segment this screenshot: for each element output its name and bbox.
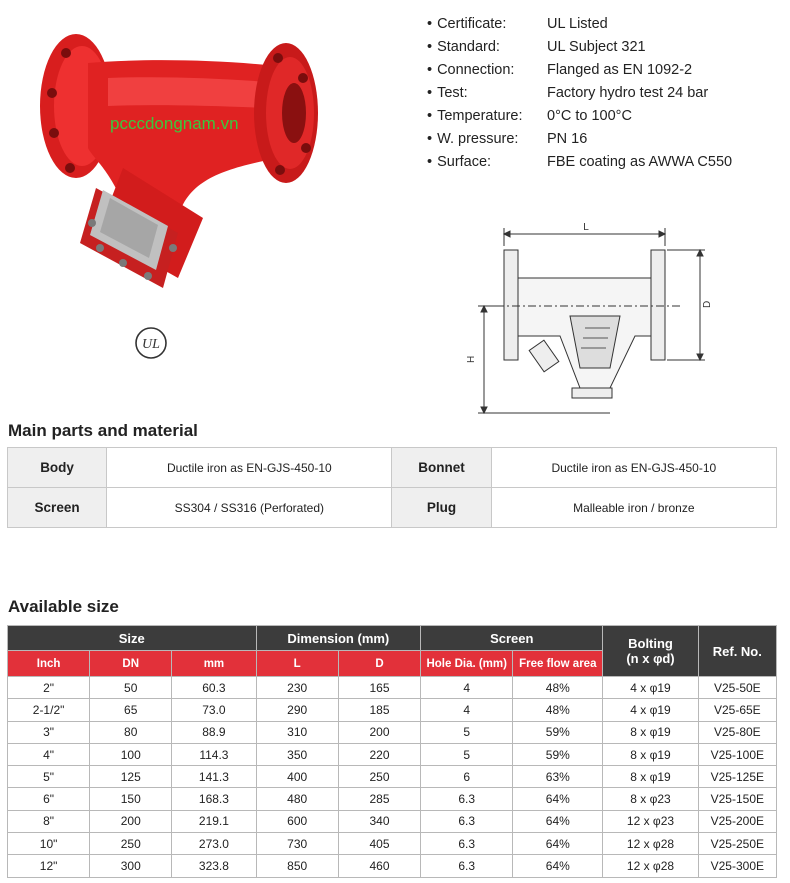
table-cell: 340 [338, 810, 420, 832]
table-cell: 4 x φ19 [603, 677, 698, 699]
table-row [8, 766, 777, 788]
spec-label-text: Standard: [437, 38, 500, 55]
bullet-icon: • [427, 38, 433, 55]
table-cell: 8 x φ19 [603, 743, 698, 765]
sub-header: D [338, 651, 420, 677]
spec-value: 0°C to 100°C [547, 107, 632, 124]
table-cell: 200 [90, 810, 172, 832]
part-name: Bonnet [392, 448, 491, 488]
spec-label-text: Temperature: [437, 107, 523, 124]
product-photo [28, 18, 318, 303]
spec-list [425, 12, 785, 173]
table-cell: V25-250E [698, 833, 776, 855]
table-cell: 200 [338, 721, 420, 743]
table-cell: V25-125E [698, 766, 776, 788]
table-cell: 323.8 [172, 855, 256, 877]
table-cell: 5" [8, 766, 90, 788]
table-cell: 220 [338, 743, 420, 765]
table-cell: 10" [8, 833, 90, 855]
part-material: Ductile iron as EN-GJS-450-10 [491, 448, 776, 488]
header-bolting-sub: (n x φd) [626, 651, 675, 666]
table-cell: 230 [256, 677, 338, 699]
table-row [8, 788, 777, 810]
table-cell: 250 [90, 833, 172, 855]
svg-text:UL: UL [142, 337, 160, 352]
table-cell: 285 [338, 788, 420, 810]
bullet-icon: • [427, 15, 433, 32]
spec-label [425, 108, 547, 124]
spec-value: UL Listed [547, 15, 608, 32]
table-cell: 125 [90, 766, 172, 788]
spec-label-text: W. pressure: [437, 130, 519, 147]
table-cell: 8" [8, 810, 90, 832]
table-cell: 310 [256, 721, 338, 743]
spec-row [425, 127, 785, 150]
table-cell: 730 [256, 833, 338, 855]
dim-label-d: D [702, 300, 713, 308]
spec-label-text: Certificate: [437, 15, 507, 32]
table-cell: 150 [90, 788, 172, 810]
spec-label [425, 131, 547, 147]
spec-label [425, 39, 547, 55]
table-cell: 141.3 [172, 766, 256, 788]
table-cell: 59% [513, 721, 603, 743]
spec-label-text: Surface: [437, 153, 492, 170]
spec-row [425, 58, 785, 81]
table-cell: 48% [513, 677, 603, 699]
table-cell: 64% [513, 788, 603, 810]
parts-section-title: Main parts and material [8, 421, 198, 440]
sub-header: Inch [8, 651, 90, 677]
bullet-icon: • [427, 84, 433, 101]
table-cell: 4 [421, 677, 513, 699]
table-cell: 185 [338, 699, 420, 721]
table-cell: 3" [8, 721, 90, 743]
table-cell: 8 x φ19 [603, 721, 698, 743]
spec-label [425, 85, 547, 101]
table-cell: 350 [256, 743, 338, 765]
table-cell: 2" [8, 677, 90, 699]
part-material: Malleable iron / bronze [491, 488, 776, 528]
table-row [8, 699, 777, 721]
part-name: Plug [392, 488, 491, 528]
dim-label-h: H [466, 355, 477, 363]
table-cell: 64% [513, 810, 603, 832]
part-material: SS304 / SS316 (Perforated) [107, 488, 392, 528]
table-cell: 6.3 [421, 855, 513, 877]
table-cell: 290 [256, 699, 338, 721]
spec-value: FBE coating as AWWA C550 [547, 153, 733, 170]
table-cell: V25-100E [698, 743, 776, 765]
table-cell: 6.3 [421, 810, 513, 832]
table-cell: 6" [8, 788, 90, 810]
table-cell: 64% [513, 833, 603, 855]
spec-label [425, 62, 547, 78]
table-cell: 48% [513, 699, 603, 721]
table-cell: 12 x φ28 [603, 855, 698, 877]
size-table [7, 625, 777, 878]
bullet-icon: • [427, 130, 433, 147]
table-cell: 12 x φ28 [603, 833, 698, 855]
table-cell: 8 x φ19 [603, 766, 698, 788]
table-cell: 73.0 [172, 699, 256, 721]
table-cell: 6.3 [421, 788, 513, 810]
spec-label-text: Connection: [437, 61, 515, 78]
table-row [8, 810, 777, 832]
table-cell: 250 [338, 766, 420, 788]
size-section-title: Available size [8, 597, 119, 616]
spec-value: Flanged as EN 1092-2 [547, 61, 693, 78]
table-cell: 59% [513, 743, 603, 765]
table-row [8, 855, 777, 877]
spec-row [425, 150, 785, 173]
header-ref-no: Ref. No. [698, 626, 776, 677]
table-cell: 165 [338, 677, 420, 699]
table-cell: 219.1 [172, 810, 256, 832]
spec-label [425, 16, 547, 32]
table-cell: V25-65E [698, 699, 776, 721]
part-name: Body [8, 448, 107, 488]
header-bolting [603, 626, 698, 677]
table-row [8, 721, 777, 743]
table-cell: V25-200E [698, 810, 776, 832]
table-cell: 6 [421, 766, 513, 788]
header-dimension: Dimension (mm) [256, 626, 421, 651]
table-cell: 4 x φ19 [603, 699, 698, 721]
table-cell: 60.3 [172, 677, 256, 699]
table-cell: V25-150E [698, 788, 776, 810]
spec-row [425, 12, 785, 35]
table-cell: 6.3 [421, 833, 513, 855]
table-cell: 405 [338, 833, 420, 855]
table-row [8, 833, 777, 855]
table-cell: 850 [256, 855, 338, 877]
parts-table [7, 447, 777, 528]
spec-label [425, 154, 547, 170]
table-cell: 100 [90, 743, 172, 765]
sub-header: DN [90, 651, 172, 677]
table-cell: 5 [421, 721, 513, 743]
table-cell: 460 [338, 855, 420, 877]
spec-row [425, 35, 785, 58]
table-cell: 2-1/2" [8, 699, 90, 721]
table-cell: 12 x φ23 [603, 810, 698, 832]
spec-row [425, 81, 785, 104]
table-cell: 64% [513, 855, 603, 877]
watermark-text: pcccdongnam.vn [110, 114, 239, 133]
spec-label-text: Test: [437, 84, 468, 101]
spec-value: PN 16 [547, 130, 588, 147]
header-bolting-label: Bolting [628, 636, 673, 651]
table-cell: 63% [513, 766, 603, 788]
table-cell: 65 [90, 699, 172, 721]
table-cell: 88.9 [172, 721, 256, 743]
sub-header: Hole Dia. (mm) [421, 651, 513, 677]
spec-value: UL Subject 321 [547, 38, 646, 55]
table-cell: 114.3 [172, 743, 256, 765]
table-cell: 273.0 [172, 833, 256, 855]
table-cell: 168.3 [172, 788, 256, 810]
table-cell: 4" [8, 743, 90, 765]
bullet-icon: • [427, 153, 433, 170]
bullet-icon: • [427, 61, 433, 78]
table-cell: 480 [256, 788, 338, 810]
spec-value: Factory hydro test 24 bar [547, 84, 709, 101]
parts-row [8, 488, 777, 528]
table-cell: 50 [90, 677, 172, 699]
parts-row [8, 448, 777, 488]
bullet-icon: • [427, 107, 433, 124]
table-cell: 4 [421, 699, 513, 721]
table-cell: 300 [90, 855, 172, 877]
dim-label-l: L [583, 222, 589, 233]
sub-header: L [256, 651, 338, 677]
sub-header: Free flow area [513, 651, 603, 677]
table-cell: 80 [90, 721, 172, 743]
table-cell: 600 [256, 810, 338, 832]
table-row [8, 677, 777, 699]
table-row [8, 743, 777, 765]
header-size: Size [8, 626, 257, 651]
spec-row [425, 104, 785, 127]
table-cell: 8 x φ23 [603, 788, 698, 810]
table-cell: 12" [8, 855, 90, 877]
table-cell: 400 [256, 766, 338, 788]
table-cell: 5 [421, 743, 513, 765]
sub-header: mm [172, 651, 256, 677]
part-name: Screen [8, 488, 107, 528]
table-cell: V25-80E [698, 721, 776, 743]
dimension-drawing [460, 218, 720, 418]
table-cell: V25-50E [698, 677, 776, 699]
table-cell: V25-300E [698, 855, 776, 877]
header-screen: Screen [421, 626, 603, 651]
ul-listed-logo [134, 326, 168, 360]
part-material: Ductile iron as EN-GJS-450-10 [107, 448, 392, 488]
